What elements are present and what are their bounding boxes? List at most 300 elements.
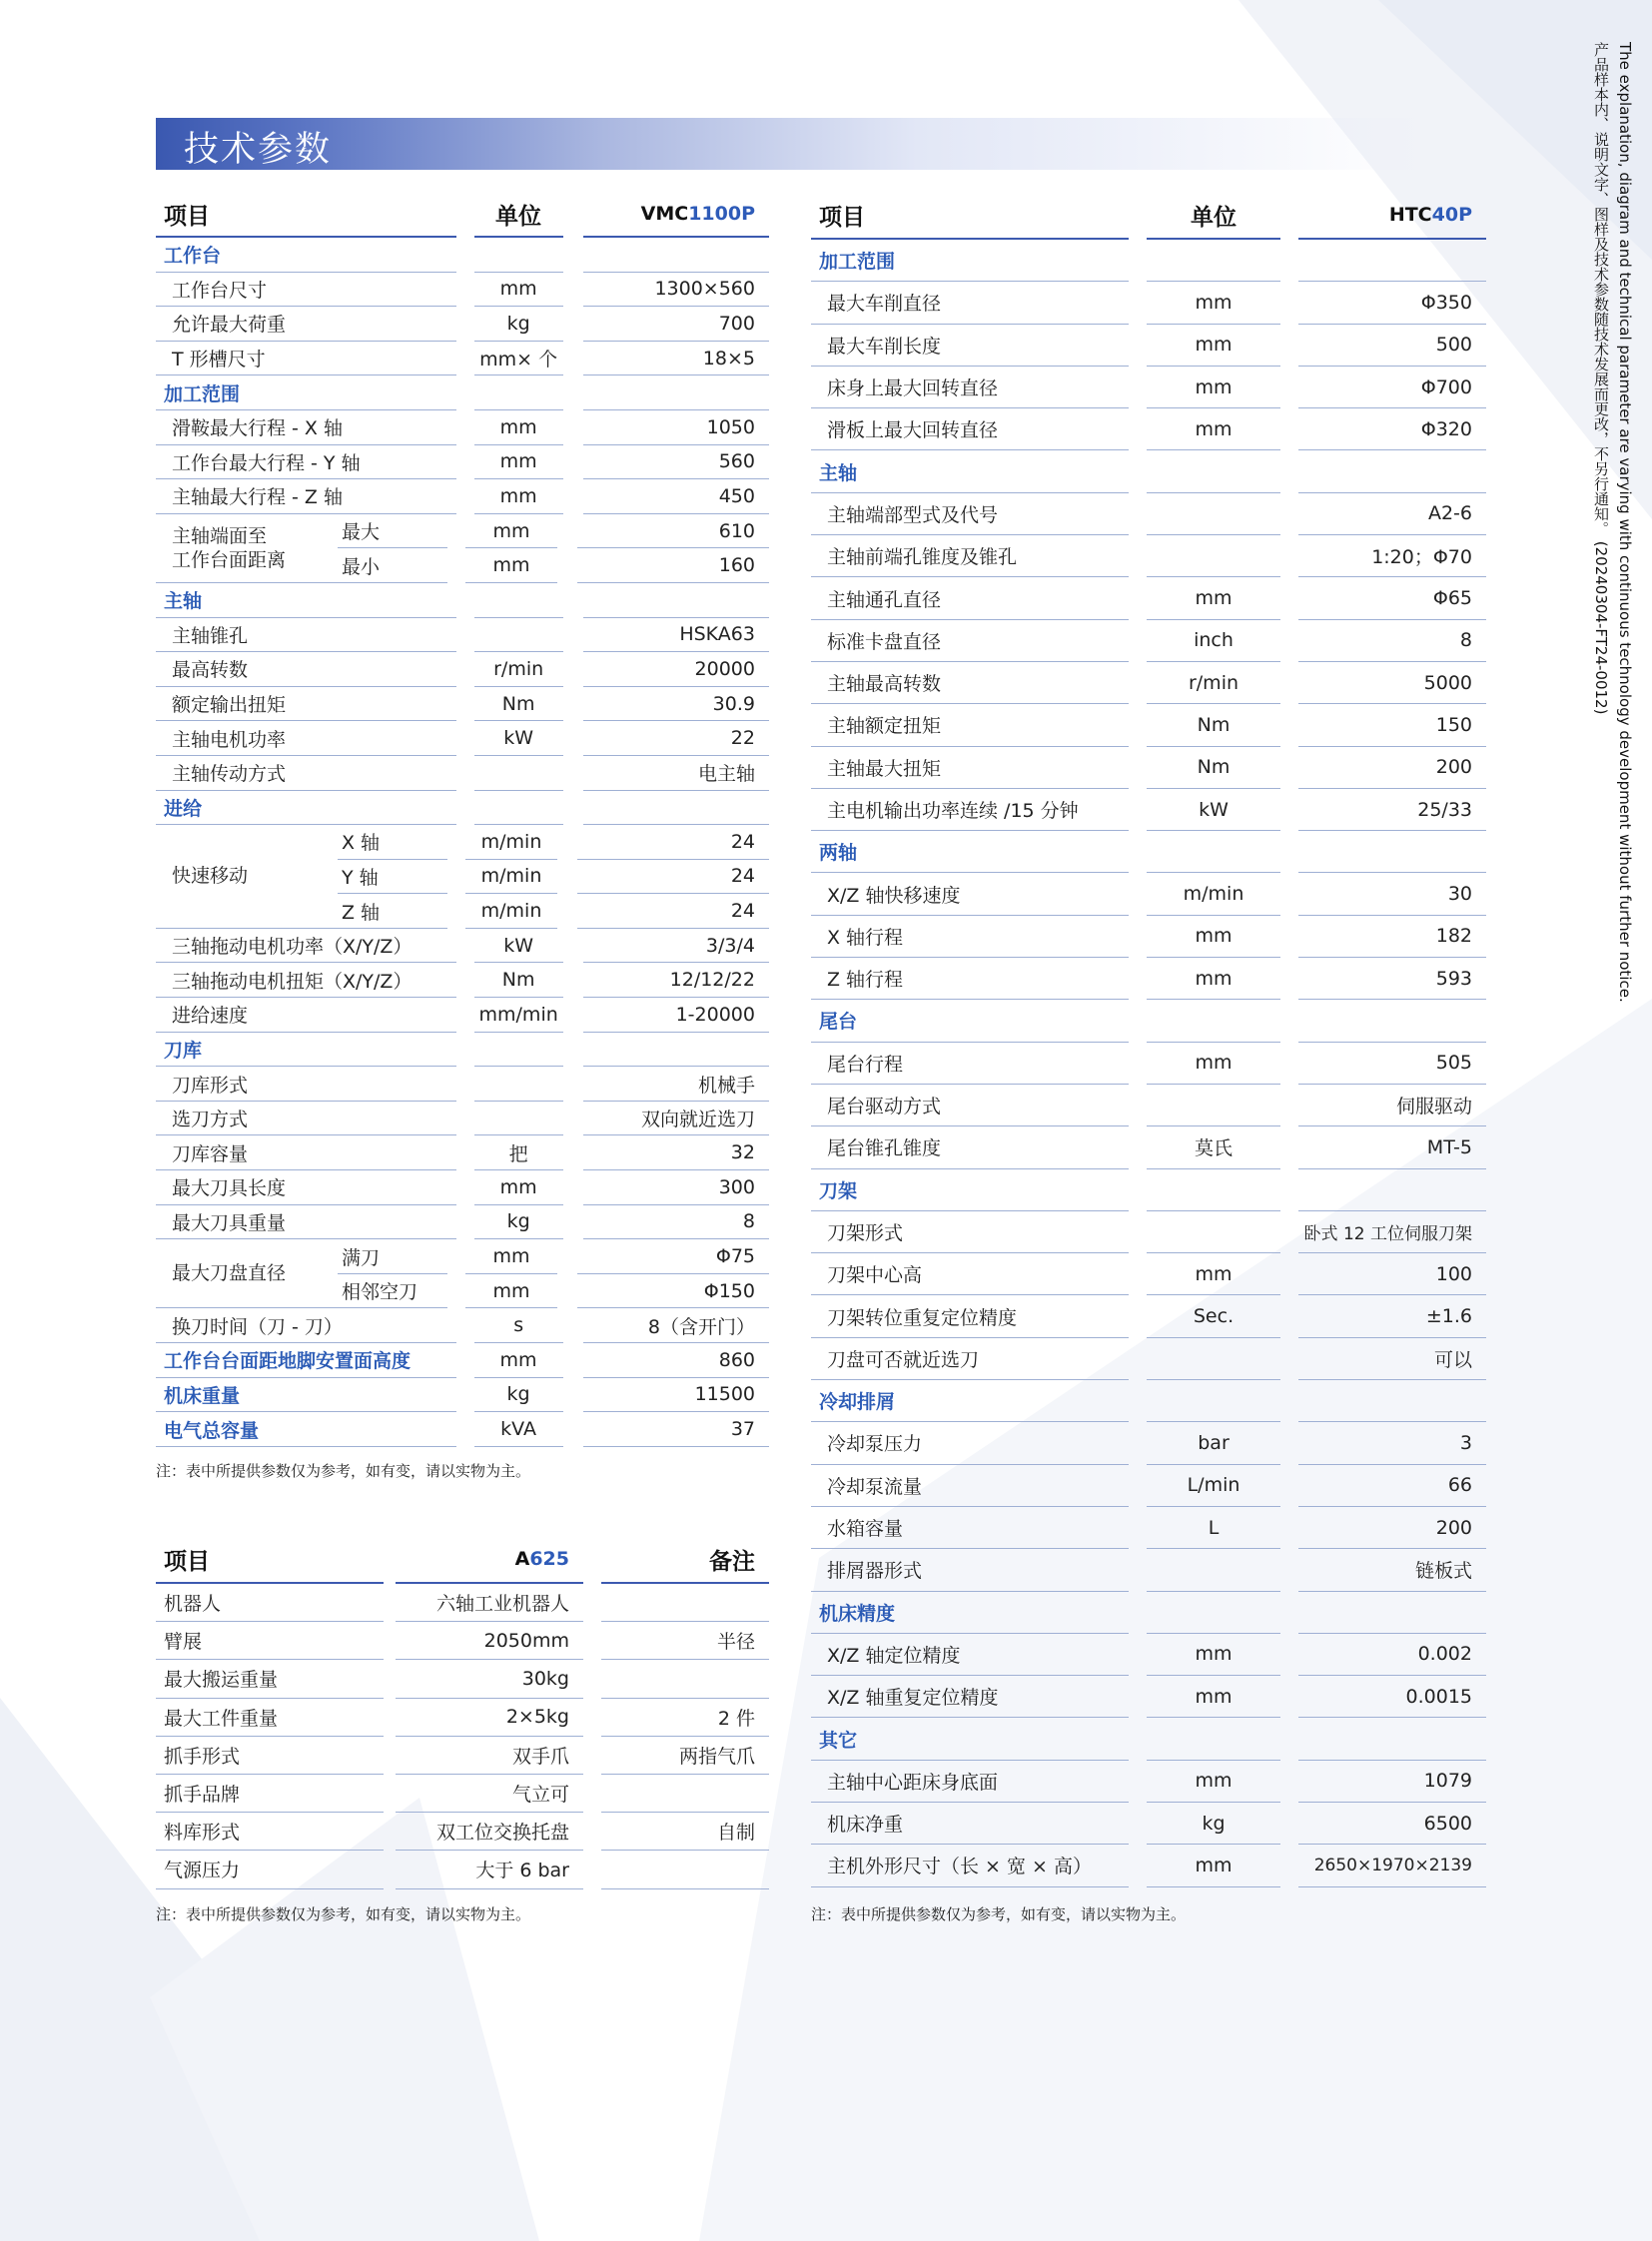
row-value: 500 [1298,325,1486,367]
row-unit [1147,1085,1280,1126]
row-unit: kg [474,1205,563,1240]
table-row [156,652,769,687]
header-item: 项目 [156,192,456,238]
row-label: 最大搬运重量 [156,1660,384,1698]
row-unit: kVA [474,1412,563,1447]
row-label: 进给速度 [156,998,456,1033]
group-label-line: 工作台面距离 [172,548,287,571]
empty-cell [1298,1000,1486,1042]
row-label: 刀库形式 [156,1067,456,1102]
empty-cell [1147,1718,1280,1760]
sub-label: 最小 [338,548,447,583]
row-label: 臂展 [156,1622,384,1660]
section-row [811,831,1486,873]
row-unit: m/min [465,894,557,929]
row-remark [601,1851,769,1888]
row-label: 刀架转位重复定位精度 [811,1295,1129,1337]
row-value: MT-5 [1298,1126,1486,1168]
header-item: 项目 [156,1536,384,1584]
model-number: 1100P [688,203,756,225]
table-row [156,1775,769,1813]
table-row [811,282,1486,324]
row-label: 主轴最大扭矩 [811,747,1129,789]
table-row [811,1465,1486,1507]
table-row [156,479,769,514]
sub-label: 相邻空刀 [338,1274,447,1309]
table-row [811,1253,1486,1295]
row-unit: mm [1147,367,1280,408]
row-value: 18×5 [583,342,769,376]
section-row [156,375,769,410]
row-label: 主轴最高转数 [811,662,1129,704]
row-label: T 形槽尺寸 [156,342,456,376]
model-prefix: A [514,1548,530,1570]
empty-cell [583,375,769,410]
row-value: 66 [1298,1465,1486,1507]
model-prefix: VMC [640,203,689,225]
row-value: 5000 [1298,662,1486,704]
row-unit: kg [1147,1803,1280,1845]
row-unit: m/min [465,860,557,895]
table-row [156,1851,769,1888]
section-row [156,583,769,618]
row-unit: kW [474,929,563,964]
table-row [156,273,769,308]
row-value: 24 [577,860,769,895]
row-value: Φ75 [577,1239,769,1274]
table-row [811,873,1486,915]
row-value: 860 [583,1343,769,1378]
table-row [811,408,1486,450]
section-row [156,238,769,273]
row-unit: Nm [474,687,563,722]
row-unit: Sec. [1147,1295,1280,1337]
group-subs [338,825,769,929]
row-unit: kg [474,1378,563,1413]
side-disclaimer [1586,42,1648,1003]
table-row [156,307,769,342]
group-label [156,514,338,583]
htc-note: 注：表中所提供参数仅为参考，如有变，请以实物为主。 [811,1905,1187,1923]
row-label: 工作台台面距地脚安置面高度 [156,1343,456,1378]
row-value: 505 [1298,1043,1486,1085]
row-label: X/Z 轴快移速度 [811,873,1129,915]
section-row [811,1380,1486,1422]
row-label: 最大刀具重量 [156,1205,456,1240]
section-row [811,240,1486,282]
table-row [811,662,1486,704]
section-label: 工作台 [156,238,456,273]
group-label-line: 最大刀盘直径 [172,1262,287,1285]
empty-cell [1298,1592,1486,1634]
row-unit: m/min [1147,873,1280,915]
row-label: 滑板上最大回转直径 [811,408,1129,450]
sub-row [338,1274,769,1309]
row-label: 机床净重 [811,1803,1129,1845]
row-value: 30 [1298,873,1486,915]
table-row [156,1135,769,1170]
row-value: 机械手 [583,1067,769,1102]
sub-label: Z 轴 [338,894,447,929]
header-unit: 单位 [474,192,563,238]
section-label: 刀库 [156,1033,456,1068]
section-label: 尾台 [811,1000,1129,1042]
table-row [156,410,769,445]
table-row [156,929,769,964]
sub-label: X 轴 [338,825,447,860]
row-label: 气源压力 [156,1851,384,1888]
row-label: 尾台驱动方式 [811,1085,1129,1126]
table-row [156,1343,769,1378]
row-unit: mm [474,479,563,514]
empty-cell [474,583,563,618]
row-value: 2650×1970×2139 [1298,1845,1486,1886]
row-unit: mm [1147,1634,1280,1676]
row-unit: mm [1147,408,1280,450]
group-row [156,1239,769,1308]
empty-cell [1298,450,1486,492]
sub-row [338,514,769,549]
table-row [156,963,769,998]
table-row [811,367,1486,408]
row-label: 电气总容量 [156,1412,456,1447]
row-value: 双工位交换托盘 [396,1813,583,1851]
header-item: 项目 [811,192,1129,240]
row-remark [601,1660,769,1698]
row-label: 滑鞍最大行程 - X 轴 [156,410,456,445]
row-unit [474,1102,563,1136]
empty-cell [1147,240,1280,282]
model-number: 40P [1431,204,1472,226]
empty-cell [1298,1169,1486,1211]
row-label: 换刀时间（刀 - 刀） [156,1308,456,1343]
table-header [811,192,1486,240]
row-value: 电主轴 [583,756,769,791]
row-label: 最大车削直径 [811,282,1129,324]
empty-cell [1298,240,1486,282]
empty-cell [474,1033,563,1068]
row-unit: mm/min [474,998,563,1033]
table-header [156,1536,769,1584]
row-label: 主轴锥孔 [156,618,456,653]
table-row [156,1622,769,1660]
table-row [811,1803,1486,1845]
table-row [811,1549,1486,1591]
row-value: Φ65 [1298,577,1486,619]
header-model [583,192,769,238]
table-row [811,535,1486,577]
row-unit: r/min [474,652,563,687]
table-row [811,789,1486,831]
row-unit [1147,535,1280,577]
row-value: 593 [1298,958,1486,1000]
row-value: 8 [1298,620,1486,662]
row-value: 24 [577,825,769,860]
sub-label: 最大 [338,514,447,549]
table-row [811,620,1486,662]
empty-cell [1147,450,1280,492]
row-value: 11500 [583,1378,769,1413]
row-label: 工作台尺寸 [156,273,456,308]
group-subs [338,1239,769,1308]
row-unit: mm [474,445,563,480]
row-value: 8（含开门） [583,1308,769,1343]
row-value: 0.0015 [1298,1676,1486,1718]
row-label: 冷却泵压力 [811,1422,1129,1464]
row-value: 20000 [583,652,769,687]
row-label: 刀架中心高 [811,1253,1129,1295]
htc-spec-table [811,192,1486,1887]
row-label: 最大工件重量 [156,1699,384,1737]
row-value: 30kg [396,1660,583,1698]
row-value: 1-20000 [583,998,769,1033]
row-unit: m/min [465,825,557,860]
section-label: 主轴 [811,450,1129,492]
table-row [811,747,1486,789]
row-remark: 自制 [601,1813,769,1851]
table-row [811,1634,1486,1676]
row-label: 冷却泵流量 [811,1465,1129,1507]
robot-spec-table [156,1536,769,1889]
empty-cell [474,375,563,410]
empty-cell [583,791,769,826]
row-unit: mm [1147,958,1280,1000]
empty-cell [583,238,769,273]
table-header [156,192,769,238]
table-row [811,704,1486,746]
table-row [811,1761,1486,1803]
table-row [811,493,1486,535]
row-unit [1147,493,1280,535]
empty-cell [1298,831,1486,873]
section-label: 机床精度 [811,1592,1129,1634]
disclaimer-english: The explanation, diagram and technical parameter are varying with continuous technology development without further notice. [1616,42,1634,1003]
row-unit: mm [1147,1761,1280,1803]
row-value: 100 [1298,1253,1486,1295]
row-label: 床身上最大回转直径 [811,367,1129,408]
row-value: 200 [1298,747,1486,789]
section-row [156,791,769,826]
section-row [156,1033,769,1068]
table-row [156,618,769,653]
row-remark: 2 件 [601,1699,769,1737]
header-remark: 备注 [601,1536,769,1584]
row-value: 2×5kg [396,1699,583,1737]
table-row [156,721,769,756]
row-value: 610 [577,514,769,549]
row-value: 30.9 [583,687,769,722]
row-value: 气立可 [396,1775,583,1813]
row-value: 六轴工业机器人 [396,1584,583,1622]
row-label: 机器人 [156,1584,384,1622]
page-title: 技术参数 [184,130,333,170]
table-row [156,1102,769,1136]
row-unit: Nm [474,963,563,998]
row-value: Φ350 [1298,282,1486,324]
empty-cell [1147,831,1280,873]
row-unit [474,618,563,653]
group-label [156,1239,338,1308]
group-label-line: 主轴端面至 [172,524,268,547]
row-unit: mm [1147,577,1280,619]
row-unit: kg [474,307,563,342]
group-label-line: 快速移动 [172,865,249,888]
table-row [811,1126,1486,1168]
row-label: 排屑器形式 [811,1549,1129,1591]
row-value: Φ320 [1298,408,1486,450]
row-unit: mm [1147,1676,1280,1718]
row-label: 标准卡盘直径 [811,620,1129,662]
row-label: 主轴通孔直径 [811,577,1129,619]
table-row [811,1338,1486,1380]
row-unit: mm× 个 [474,342,563,376]
section-row [811,450,1486,492]
row-value: 450 [583,479,769,514]
row-label: 抓手形式 [156,1737,384,1775]
row-label: 主机外形尺寸（长 × 宽 × 高） [811,1845,1129,1886]
row-remark [601,1775,769,1813]
row-label: 三轴拖动电机扭矩（X/Y/Z） [156,963,456,998]
title-banner [156,118,1424,170]
row-value: 卧式 12 工位伺服刀架 [1298,1211,1486,1253]
row-value: 双向就近选刀 [583,1102,769,1136]
row-unit: mm [465,548,557,583]
section-label: 加工范围 [156,375,456,410]
row-value: 1:20；Φ70 [1298,535,1486,577]
row-label: 尾台行程 [811,1043,1129,1085]
row-remark: 半径 [601,1622,769,1660]
sub-label: Y 轴 [338,860,447,895]
section-row [811,1000,1486,1042]
table-row [811,577,1486,619]
row-unit: mm [474,410,563,445]
robot-note: 注：表中所提供参数仅为参考，如有变，请以实物为主。 [156,1905,531,1923]
row-value: 大于 6 bar [396,1851,583,1888]
row-label: 机床重量 [156,1378,456,1413]
row-value: 22 [583,721,769,756]
empty-cell [1298,1380,1486,1422]
row-label: 主轴中心距床身底面 [811,1761,1129,1803]
row-label: X/Z 轴定位精度 [811,1634,1129,1676]
row-unit [1147,1549,1280,1591]
row-unit: L/min [1147,1465,1280,1507]
row-value: 700 [583,307,769,342]
row-remark: 两指气爪 [601,1737,769,1775]
table-row [156,1660,769,1698]
header-unit: 单位 [1147,192,1280,240]
row-unit: inch [1147,620,1280,662]
row-unit: mm [1147,282,1280,324]
table-row [156,1308,769,1343]
row-label: 选刀方式 [156,1102,456,1136]
row-unit [1147,1211,1280,1253]
section-label: 冷却排屑 [811,1380,1129,1422]
row-value: Φ700 [1298,367,1486,408]
row-value: 3/3/4 [583,929,769,964]
row-value: 300 [583,1170,769,1205]
row-unit: mm [1147,1845,1280,1886]
empty-cell [1298,1718,1486,1760]
row-label: 抓手品牌 [156,1775,384,1813]
row-label: 主轴最大行程 - Z 轴 [156,479,456,514]
row-label: 主轴电机功率 [156,721,456,756]
row-label: 刀盘可否就近选刀 [811,1338,1129,1380]
table-row [811,958,1486,1000]
row-value: 3 [1298,1422,1486,1464]
row-label: Z 轴行程 [811,958,1129,1000]
row-unit [1147,1338,1280,1380]
table-row [811,325,1486,367]
row-label: 刀架形式 [811,1211,1129,1253]
empty-cell [583,583,769,618]
row-label: 主轴传动方式 [156,756,456,791]
row-value: ±1.6 [1298,1295,1486,1337]
row-unit: L [1147,1507,1280,1549]
row-unit: mm [1147,1253,1280,1295]
row-label: 最大刀具长度 [156,1170,456,1205]
group-label [156,825,338,929]
row-value: 182 [1298,916,1486,958]
row-label: 料库形式 [156,1813,384,1851]
table-row [156,445,769,480]
row-value: 1050 [583,410,769,445]
row-label: 额定输出扭矩 [156,687,456,722]
empty-cell [1147,1592,1280,1634]
row-unit: mm [465,1239,557,1274]
row-value: 37 [583,1412,769,1447]
table-row [156,1170,769,1205]
table-row [811,916,1486,958]
row-label: 水箱容量 [811,1507,1129,1549]
sub-row [338,894,769,929]
table-row [156,342,769,376]
empty-cell [1147,1169,1280,1211]
row-unit: mm [1147,916,1280,958]
sub-row [338,1239,769,1274]
row-unit: Nm [1147,747,1280,789]
table-row [811,1845,1486,1886]
section-label: 主轴 [156,583,456,618]
row-value: 12/12/22 [583,963,769,998]
row-value: Φ150 [577,1274,769,1309]
table-row [156,687,769,722]
row-unit: mm [474,1170,563,1205]
table-row [811,1422,1486,1464]
row-label: 主电机输出功率连续 /15 分钟 [811,789,1129,831]
table-row [811,1043,1486,1085]
row-unit: kW [474,721,563,756]
row-label: 刀库容量 [156,1135,456,1170]
table-row [811,1507,1486,1549]
model-number: 625 [529,1548,569,1570]
row-label: 最大车削长度 [811,325,1129,367]
table-row [156,1699,769,1737]
row-unit: r/min [1147,662,1280,704]
header-model [1298,192,1486,240]
table-row [811,1676,1486,1718]
row-unit: bar [1147,1422,1280,1464]
table-row [156,1584,769,1622]
row-value: 伺服驱动 [1298,1085,1486,1126]
empty-cell [1147,1000,1280,1042]
sub-label: 满刀 [338,1239,447,1274]
row-unit [474,756,563,791]
table-row [811,1211,1486,1253]
group-row [156,514,769,583]
row-value: 8 [583,1205,769,1240]
row-value: 200 [1298,1507,1486,1549]
row-value: 0.002 [1298,1634,1486,1676]
